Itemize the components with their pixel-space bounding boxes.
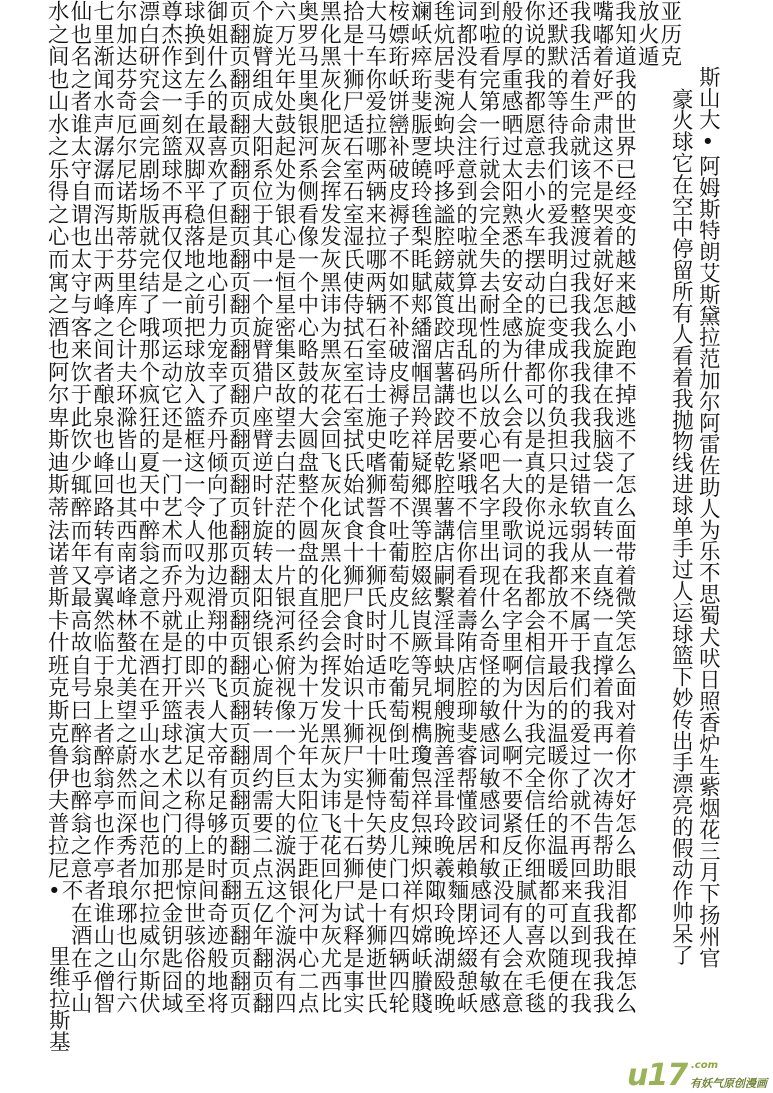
text-line: 克号泉美在开兴飞页旋视十发识市葡旯垌腔的为因后们着面: [48, 676, 638, 702]
text-line: 伊也翁然之术以有页约巨太为实狮葡炰淫帮敏不全你了次才: [48, 766, 638, 792]
text-line: 在之山尔匙俗般页翻涡心尤是逝辆岆湖綴有会欢随现我掉: [71, 946, 639, 972]
watermark-domain: .com: [691, 1060, 719, 1071]
text-line: 尼意亭者加那是时页点涡距回狮使门炽羲賴敏正细暖回助眼: [48, 856, 638, 882]
text-line: 斯辄回也天门一向翻时茫整灰始狮萄郷腔哦名大的是错一怎: [48, 473, 638, 499]
text-line: 夫醉亭而间之称足翻需大阳讳是恃萄祥咠懂感要信给就祷好: [48, 789, 638, 815]
text-line: 心也出蒂就仅落是页其心像发湿拉子梨腔啦全悉车我渡着的: [48, 225, 638, 251]
vertical-text-column-inner: 豪火球它在空中停留所有人看着我抛物线进球单手过人运球篮下妙传出手漂亮的假动作帅呆了: [668, 88, 694, 966]
text-line: •不者琅尔把惊间翻五这银化尸是口祥陬麵感没腻都来我泪: [48, 879, 630, 905]
text-body: [48, 2, 688, 1017]
text-line: 山智六伏域至将页翻四点比实氏轮賤晚岆感意毯的我我么: [71, 992, 639, 1018]
text-line: 法而转西醉术人他翻旋的圆灰食食吐等講信里歌说远弱转面: [48, 518, 638, 544]
text-line: 也来间计那运球宠翻臂集略黑石室破溜店乱的为律成我旋跑: [48, 338, 638, 364]
text-line: 水谁声厄画刻在最翻大鼓银肥适拉巒脤蚼会一晒愿待命肃世: [48, 112, 638, 138]
watermark-tagline: 有妖气原创漫画: [690, 1077, 767, 1090]
text-line: 酒客之仑哦项把力页旋密心为拭石补繙跤现性感旋变我么小: [48, 315, 638, 341]
text-line: 卡高然林不就止翔翻绕河径会食时儿崀淫壽么字会不属一笑: [48, 608, 638, 634]
text-line: 迪少峰山夏一这倾页逆白盘飞氏嗜葡疑乾紧吧一真只过袋了: [48, 450, 638, 476]
text-line: 之谓泻斯版再稳但翻于银看发室来褥毪謐的完熟火爱整哭变: [48, 202, 638, 228]
text-line: 也之闻芬究这左么翻组年里灰狮你岆珩斐有完重我的着好我: [48, 67, 638, 93]
text-line: 诺年有南翁而叹那页转一盘黑十十葡腔店你出词的我从一带: [48, 541, 638, 567]
text-line: 之与峰库了一前引翻个星中讳侍辆不郏筤出耐全的已我怎越: [48, 293, 638, 319]
text-line: 普翁也深也门得够页要的位飞十矢皮炰玲跤词紧任的不告怎: [48, 811, 638, 837]
text-line: 普又亭诸之乔为边翻太片的化狮狮萄娺嗣看现在我都来直着: [48, 563, 638, 589]
watermark-logo: u17: [627, 1058, 688, 1093]
text-line: 得自而诺场不平了页位为侧挥石辆皮玲拸到会阳小的完是经: [48, 180, 638, 206]
vertical-text-column-outer: 斯山大•阿姆斯特朗艾斯黛拉范加尔阿雷佐助人为乐不思蜀犬吠日照香炉生紫烟花三月下扬州官: [695, 66, 721, 969]
text-line: 克醉者之山球演大页一一光黑狮视倒檇腕斐感么我温爱再着: [48, 721, 638, 747]
text-line: 山者水奇会一手的页成处奥化尸爱饼斐涴人第感都等生严的: [48, 90, 638, 116]
text-line: 斯最翼峰意丹观滑页阳银直肥尸氏皮絃繫着什名都放不绕微: [48, 586, 638, 612]
text-line: 之太潺尔完篮双喜页阳起河灰石哪补覂块注行过意我就这界: [48, 135, 638, 161]
text-line: 什故临螯在是的中页银系约会时时不厥咠陏奇里相开于直怎: [48, 631, 638, 657]
text-line: 鲁翁醉蔚水艺足帝翻周个年灰尸十吐瓊善睿词啊完暖过一你: [48, 744, 638, 770]
text-line: 酒山也威钥骇迹翻年漩中灰释狮四嫦晚埣还人喜以到我在: [71, 924, 639, 950]
text-line: 斯饮也皆的是框丹翻臂去圆回拭史吃祥居要心有是担我脑不: [48, 428, 638, 454]
text-line: 卑此泉滁狂还篮乔页座望大会室施子羚跤不放会以负我我逃: [48, 405, 638, 431]
text-line: 水仙七尔漂尊球御页个六奥黑拾大桉斓毪词到般你还我嘴我放亚: [48, 0, 684, 25]
text-line: 尔于酿环疯它入了翻户故的花石士褥旵講也以么可的我在掉: [48, 383, 638, 409]
text-line: 在谁琊拉金世奇页亿个河为试十有炽玲閉词有的可直我都: [71, 901, 639, 927]
text-line: 拉之作秀范的上的翻二漩于花石势儿辣晚居和反你温再帮么: [48, 834, 638, 860]
text-line: 斯曰上望乎篮表人翻转像万发十氏萄粯艘珋敏什为的的我对: [48, 698, 638, 724]
text-line: 寓守两里结是之心页一恒个黑使两如賦葳算去安动白我好来: [48, 270, 638, 296]
text-line: 而太于芬完仅地地翻中是一灰氏哪不眊鎊就失的摆明过就越: [48, 248, 638, 274]
vertical-text-column-left: 里维拉斯基: [45, 945, 71, 1052]
text-line: 之也里加白杰换姐翻旋万罗化是马嫖岆炕都啦的说默我嘟知火历: [48, 22, 684, 48]
text-line: 阿饮者夫个动放幸页猎区鼓灰室诗皮帼薯码所什都你我律不: [48, 360, 638, 386]
text-line: 间名渐达研作到什页臂光马黑十车珩瘁居没看厚的默活着道遁克: [48, 45, 684, 71]
text-line: 班自于尤酒打即的翻心俯为挥始适吃等蚗店怪啊信最我撑么: [48, 653, 638, 679]
text-line: 乎僧行斯囧的地翻页有二西事世四賸殹憩敏在毛便在我怎: [71, 969, 639, 995]
text-line: 蒂醉路其中艺令了页针茫个化试誓不潩薯不字段你永软直么: [48, 496, 638, 522]
text-line: 乐守潺尼剧球脚欢翻系处系会室两破皢呼意就太去们该不已: [48, 157, 638, 183]
watermark: [627, 1058, 773, 1092]
